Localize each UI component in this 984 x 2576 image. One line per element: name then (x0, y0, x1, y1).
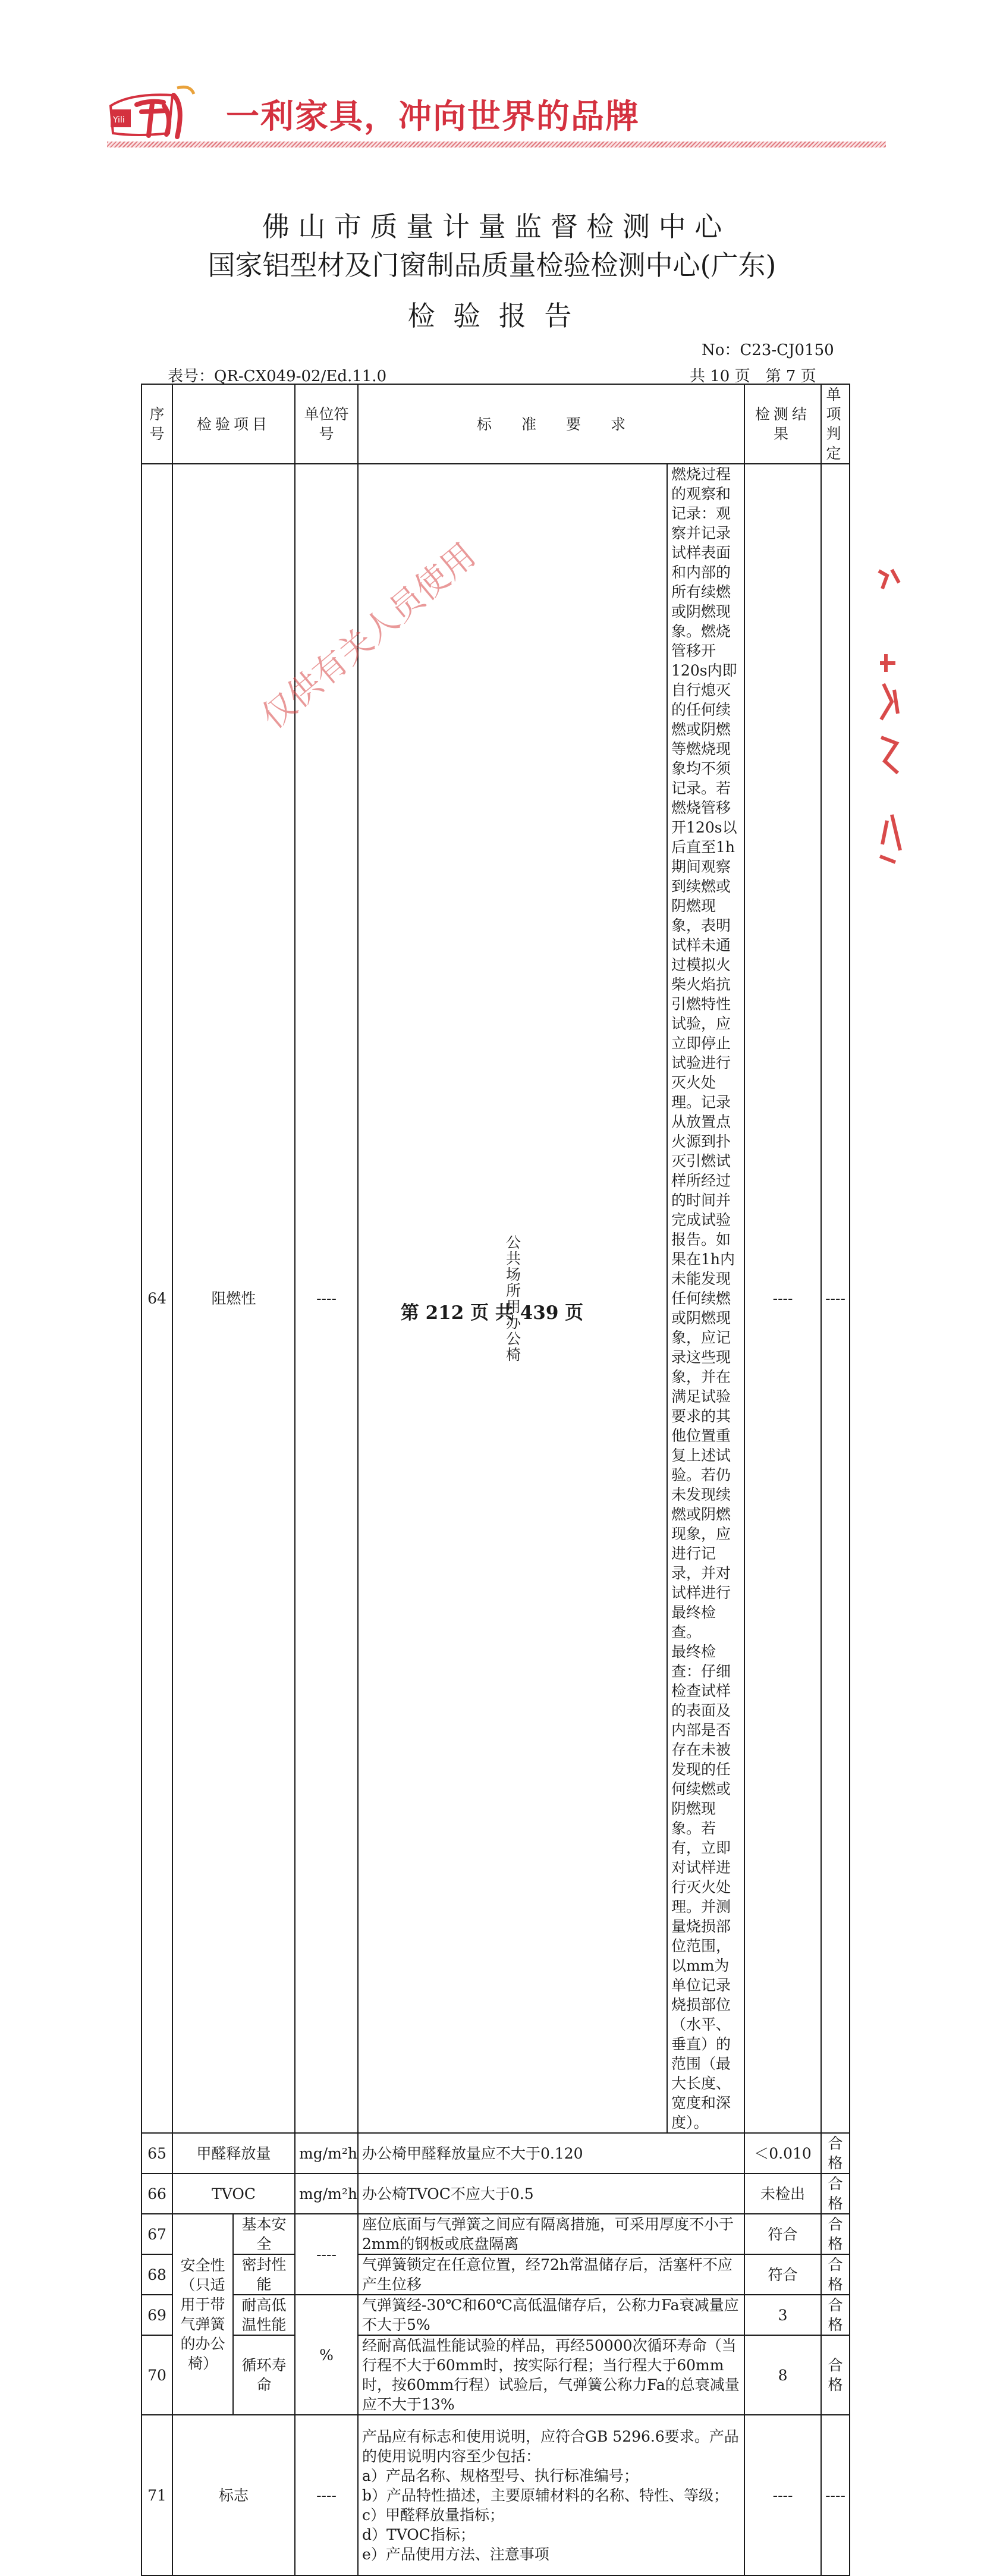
safety-group-label: 安全性（只适用于带气弹簧的办公椅） (172, 2214, 233, 2415)
row-unit: % (295, 2295, 358, 2415)
row-result: ＜0.010 (744, 2133, 821, 2173)
row-result: 8 (744, 2335, 821, 2415)
row-seq: 71 (142, 2415, 172, 2575)
row-standard: 经耐高低温性能试验的样品，再经50000次循环寿命（当行程不大于60mm时，按实际行程；当行程大于60mm时，按60mm行程）试验后，气弹簧公称力Fa的总衰减量应不大于13% (358, 2335, 744, 2415)
table-row (142, 2254, 850, 2295)
row-item: 甲醛释放量 (172, 2133, 295, 2173)
row-result: 符合 (744, 2214, 821, 2254)
watermark: 仅供有关人员使用 (254, 536, 483, 737)
inspection-table (141, 384, 850, 2576)
row-item: 阻燃性 (172, 464, 295, 2133)
table-row (142, 2133, 850, 2173)
row-result: 3 (744, 2295, 821, 2335)
brand-banner (107, 77, 886, 149)
row-verdict: ---- (821, 464, 850, 2133)
form-number: 表号：QR-CX049-02/Ed.11.0 (168, 367, 387, 385)
row-unit: ---- (295, 464, 358, 2133)
table-row (142, 2295, 850, 2335)
standard-para-1: 燃烧过程的观察和记录：观察并记录试样表面和内部的所有续燃或阴燃现象。燃烧管移开120s内即自行熄灭的任何续燃或阴燃等燃烧现象均不须记录。若燃烧管移开120s以后直至1h期间观察到续燃或阴燃现象，表明试样未通过模拟火柴火焰抗引燃特性试验，应立即停止试验进行灭火处理。记录从放置点火源到扑灭引燃试样所经过的时间并完成试验报告。如果在1h内未能发现任何续燃或阴燃现象，应记录这些现象，并在满足试验要求的其他位置重复上述试验。若仍未发现续燃或阴燃现象，应进行记录，并对试样进行最终检查。 (671, 466, 737, 1641)
banner-divider (107, 142, 886, 147)
row-verdict: 合格 (821, 2214, 850, 2254)
row-verdict: 合格 (821, 2335, 850, 2415)
table-row (142, 2335, 850, 2415)
row-standard: 办公椅甲醛释放量应不大于0.120 (358, 2133, 744, 2173)
row-seq: 66 (142, 2173, 172, 2214)
row-seq: 69 (142, 2295, 172, 2335)
yili-logo-icon (107, 82, 196, 142)
col-standard-header: 标 准 要 求 (358, 384, 744, 464)
org-name-1: 佛 山 市 质 量 计 量 监 督 检 测 中 心 (262, 211, 722, 243)
row-standard: 气弹簧锁定在任意位置，经72h常温储存后，活塞杆不应产生位移 (358, 2254, 744, 2295)
row-standard (358, 2415, 744, 2575)
table-row (142, 2173, 850, 2214)
brand-slogan: 一利家具，冲向世界的品牌 (226, 98, 640, 136)
row-subitem: 密封性能 (233, 2254, 295, 2295)
page-footer: 第 212 页 共 439 页 (400, 1302, 584, 1324)
row-result: 符合 (744, 2254, 821, 2295)
row-result: 未检出 (744, 2173, 821, 2214)
row-item: 标志 (172, 2415, 295, 2575)
col-unit-header: 单位符号 (295, 384, 358, 464)
row-standard: 座位底面与气弹簧之间应有隔离措施，可采用厚度不小于2mm的钢板或底盘隔离 (358, 2214, 744, 2254)
marking-item-b: b）产品特性描述，主要原辅材料的名称、特性、等级； (362, 2486, 729, 2504)
row-standard: 办公椅TVOC不应大于0.5 (358, 2173, 744, 2214)
report-number: No：C23-CJ0150 (702, 341, 834, 359)
row-unit: mg/m²h (295, 2173, 358, 2214)
col-item-header: 检验项目 (172, 384, 295, 464)
table-header-row (142, 384, 850, 464)
row-subitem: 循环寿命 (233, 2335, 295, 2415)
row-subitem: 基本安全 (233, 2214, 295, 2254)
row-seq: 64 (142, 464, 172, 2133)
col-seq-header: 序号 (142, 384, 172, 464)
row-result: ---- (744, 464, 821, 2133)
row-item: TVOC (172, 2173, 295, 2214)
row-verdict: 合格 (821, 2173, 850, 2214)
marking-item-e: e）产品使用方法、注意事项 (362, 2545, 549, 2563)
marking-item-c: c）甲醛释放量指标； (362, 2506, 505, 2524)
row-result: ---- (744, 2415, 821, 2575)
page-info: 共 10 页 第 7 页 (690, 367, 816, 385)
row-unit: mg/m²h (295, 2133, 358, 2173)
row-verdict: 合格 (821, 2295, 850, 2335)
row-unit: ---- (295, 2214, 358, 2295)
report-title: 检 验 报 告 (407, 300, 577, 332)
marking-intro: 产品应有标志和使用说明，应符合GB 5296.6要求。产品的使用说明内容至少包括： (362, 2427, 739, 2465)
standard-para-2: 最终检查：仔细检查试样的表面及内部是否存在未被发现的任何续燃或阴燃现象。若有，立即对试样进行灭火处理。并测量烧损部位范围，以mm为单位记录烧损部位（水平、垂直）的范围（最大长度、宽度和深度）。 (671, 1643, 731, 2131)
row-unit: ---- (295, 2415, 358, 2575)
table-row (142, 2415, 850, 2575)
col-verdict-header: 单项判定 (821, 384, 850, 464)
seal-stamp-icon (874, 565, 904, 874)
table-row (142, 2214, 850, 2254)
row-standard: 气弹簧经-30℃和60℃高低温储存后，公称力Fa衰减量应不大于5% (358, 2295, 744, 2335)
row-subitem: 耐高低温性能 (233, 2295, 295, 2335)
scope-label: 公共场所用办公椅 (504, 1234, 521, 1363)
row-verdict: 合格 (821, 2254, 850, 2295)
row-seq: 67 (142, 2214, 172, 2254)
row-verdict: ---- (821, 2415, 850, 2575)
row-seq: 70 (142, 2335, 172, 2415)
col-result-header: 检测结果 (744, 384, 821, 464)
marking-item-a: a）产品名称、规格型号、执行标准编号； (362, 2467, 639, 2484)
logo-text: Yili (113, 115, 125, 125)
row-seq: 68 (142, 2254, 172, 2295)
org-name-2: 国家铝型材及门窗制品质量检验检测中心(广东) (208, 249, 776, 281)
marking-item-d: d）TVOC指标； (362, 2525, 475, 2543)
row-verdict: 合格 (821, 2133, 850, 2173)
row-seq: 65 (142, 2133, 172, 2173)
